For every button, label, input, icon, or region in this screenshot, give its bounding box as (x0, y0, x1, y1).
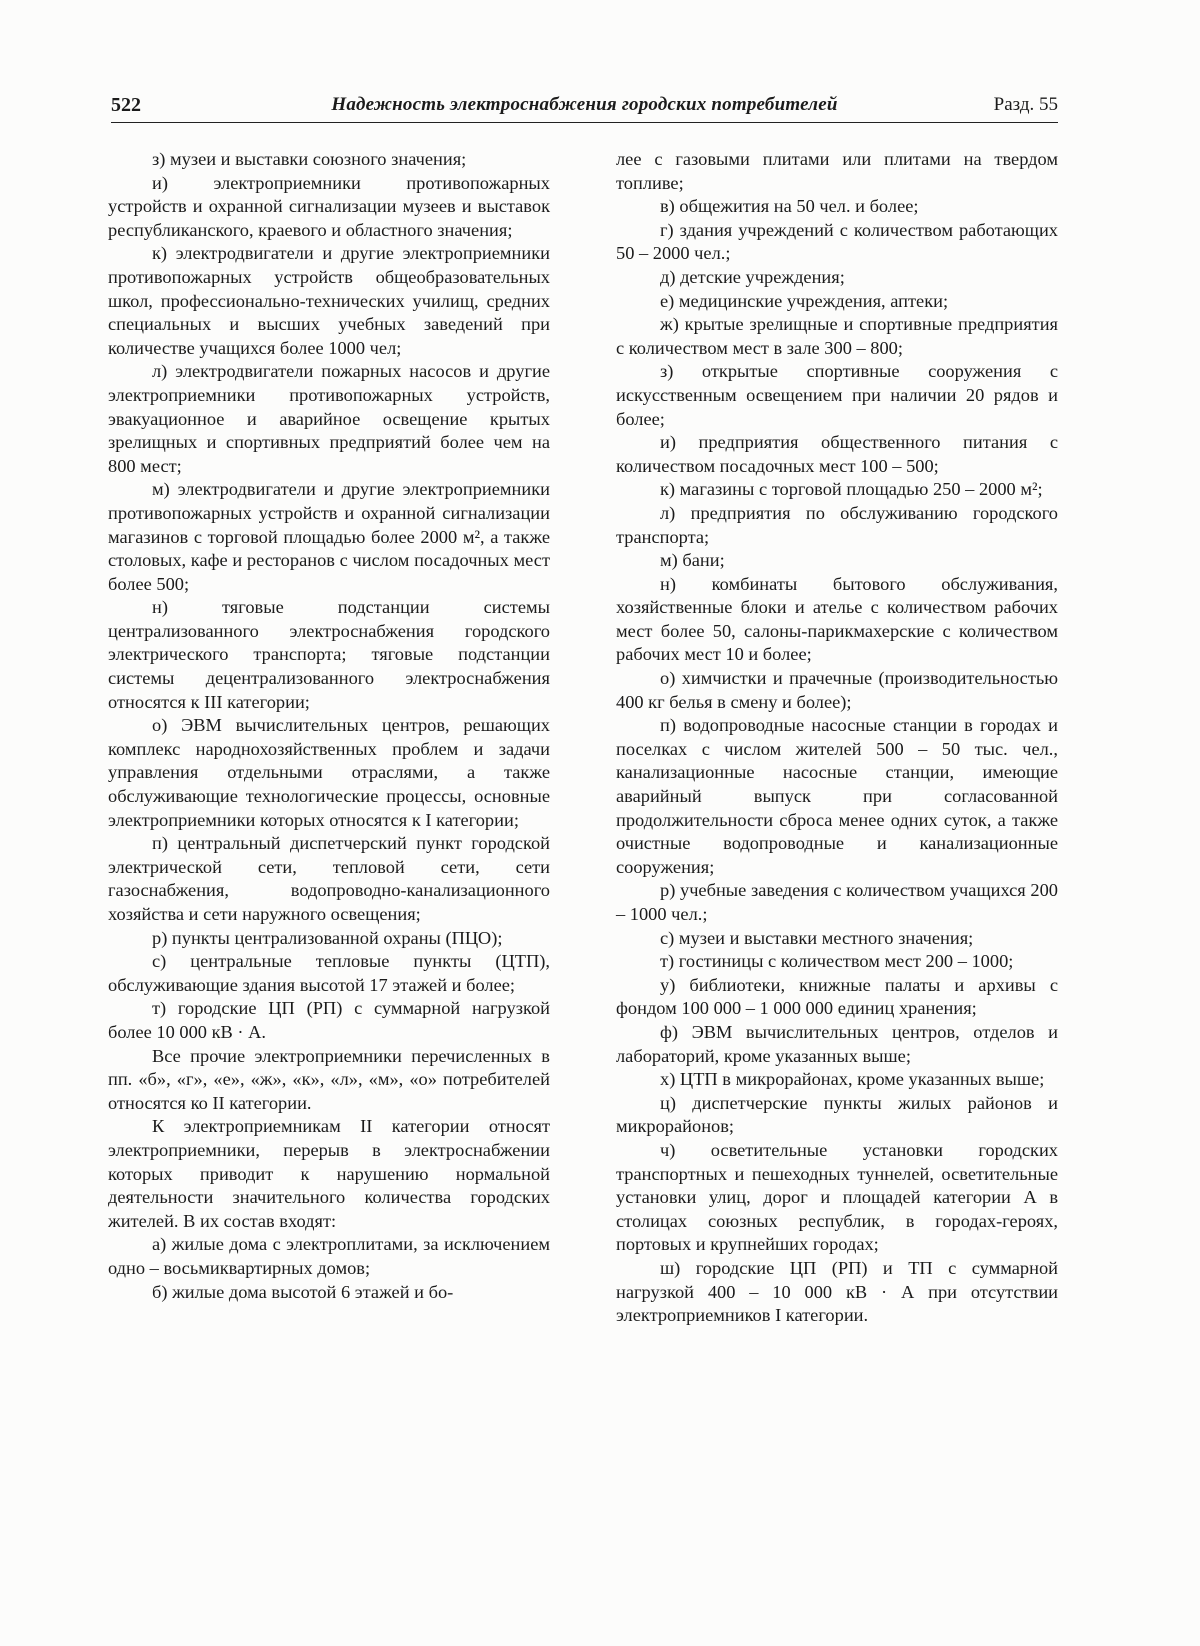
paragraph: м) бани; (660, 550, 725, 571)
paragraph: а) жилые дома с электроплитами, за исключением одно – восьмиквартирных домов; (108, 1234, 550, 1278)
paragraph: р) пункты централизованной охраны (ПЦО); (152, 927, 503, 948)
paragraph: с) центральные тепловые пункты (ЦТП), обслуживающие здания высотой 17 этажей и более; (108, 951, 550, 995)
running-header (111, 92, 1058, 123)
right-column (616, 148, 1058, 1328)
paragraph: о) ЭВМ вычислительных центров, решающих комплекс народнохозяйственных проблем и задачи управления отдельными отраслями, а также обслуживающие технологические процессы, основные электроприемники которых относятся к I категории; (108, 715, 550, 830)
paragraph: м) электродвигатели и другие электроприемники противопожарных устройств и охранной сигнализации магазинов с торговой площадью более 2000 м², а также столовых, кафе и ресторанов с числом посадочных мест более 500; (108, 479, 550, 594)
section-label: Разд. 55 (993, 94, 1058, 115)
paragraph: о) химчистки и прачечные (производительностью 400 кг белья в смену и более); (616, 668, 1058, 712)
paragraph: г) здания учреждений с количеством работающих 50 – 2000 чел.; (616, 219, 1058, 264)
paragraph: п) водопроводные насосные станции в городах и поселках с числом жителей 500 – 50 тыс. чел., канализационные насосные станции, имеющие аварийный выпуск при согласованной продолжительности сброса менее одних суток, а также очистные водопроводные и канализационные сооружения; (616, 715, 1058, 877)
paragraph: к) электродвигатели и другие электроприемники противопожарных устройств общеобразовательных школ, профессионально-технических училищ, средних специальных и высших учебных заведений при количестве учащихся более 1000 чел; (108, 243, 550, 358)
paragraph: б) жилые дома высотой 6 этажей и бо- (152, 1281, 454, 1302)
paragraph: ц) диспетчерские пункты жилых районов и микрорайонов; (616, 1092, 1058, 1137)
paragraph: т) гостиницы с количеством мест 200 – 1000; (660, 951, 1014, 972)
paragraph: и) электроприемники противопожарных устройств и охранной сигнализации музеев и выставок республиканского, краевого и областного значения; (108, 172, 550, 240)
paragraph: и) предприятия общественного питания с количеством посадочных мест 100 – 500; (616, 432, 1058, 476)
page-number: 522 (111, 94, 141, 116)
paragraph: л) предприятия по обслуживанию городского транспорта; (616, 502, 1058, 547)
running-title: Надежность электроснабжения городских потребителей (331, 94, 838, 115)
paragraph: п) центральный диспетчерский пункт городской электрической сети, тепловой сети, сети газоснабжения, водопроводно-канализационного хозяйства и сети наружного освещения; (108, 833, 550, 924)
paragraph: в) общежития на 50 чел. и более; (660, 196, 919, 217)
paragraph-continuation: лее с газовыми плитами или плитами на твердом топливе; (616, 149, 1058, 193)
paragraph: з) открытые спортивные сооружения с искусственным освещением при наличии 20 рядов и более; (616, 361, 1058, 429)
paragraph: р) учебные заведения с количеством учащихся 200 – 1000 чел.; (616, 880, 1058, 924)
paragraph: с) музеи и выставки местного значения; (660, 927, 974, 948)
paragraph: х) ЦТП в микрорайонах, кроме указанных выше; (660, 1069, 1045, 1090)
paragraph: з) музеи и выставки союзного значения; (152, 149, 467, 169)
paragraph: л) электродвигатели пожарных насосов и другие электроприемники противопожарных устройств, эвакуационное и аварийное освещение крытых зрелищных и спортивных предприятий более чем на 800 мест; (108, 361, 550, 476)
paragraph: ш) городские ЦП (РП) и ТП с суммарной нагрузкой 400 – 10 000 кВ · А при отсутствии электроприемников I категории. (616, 1257, 1058, 1326)
paragraph: Все прочие электроприемники перечисленных в пп. «б», «г», «е», «ж», «к», «л», «м», «о» потребителей относятся ко II категории. (108, 1045, 550, 1113)
paragraph: К электроприемникам II категории относят электроприемники, перерыв в электроснабжении которых приводит к нарушению нормальной деятельности значительного количества городских жителей. В их состав входят: (108, 1116, 550, 1231)
paragraph: т) городские ЦП (РП) с суммарной нагрузкой более 10 000 кВ · А. (108, 998, 550, 1042)
paragraph: н) тяговые подстанции системы централизованного электроснабжения городского электрического транспорта; тяговые подстанции системы децентрализованного электроснабжения относятся к III категории; (108, 597, 550, 712)
paragraph: у) библиотеки, книжные палаты и архивы с фондом 100 000 – 1 000 000 единиц хранения; (616, 974, 1058, 1019)
paragraph: ж) крытые зрелищные и спортивные предприятия с количеством мест в зале 300 – 800; (616, 314, 1058, 358)
paragraph: ч) осветительные установки городских транспортных и пешеходных туннелей, осветительные установки улиц, дорог и площадей категории А в столицах союзных республик, в городах-героях, портовых и крупнейших городах; (616, 1139, 1058, 1255)
paragraph: н) комбинаты бытового обслуживания, хозяйственные блоки и ателье с количеством рабочих мест более 50, салоны-парикмахерские с количеством рабочих мест 10 и более; (616, 573, 1058, 665)
left-column (108, 148, 550, 1304)
paragraph: е) медицинские учреждения, аптеки; (660, 290, 949, 311)
paragraph: к) магазины с торговой площадью 250 – 2000 м²; (660, 479, 1043, 500)
paragraph: д) детские учреждения; (660, 266, 845, 287)
paragraph: ф) ЭВМ вычислительных центров, отделов и лабораторий, кроме указанных выше; (616, 1021, 1058, 1066)
